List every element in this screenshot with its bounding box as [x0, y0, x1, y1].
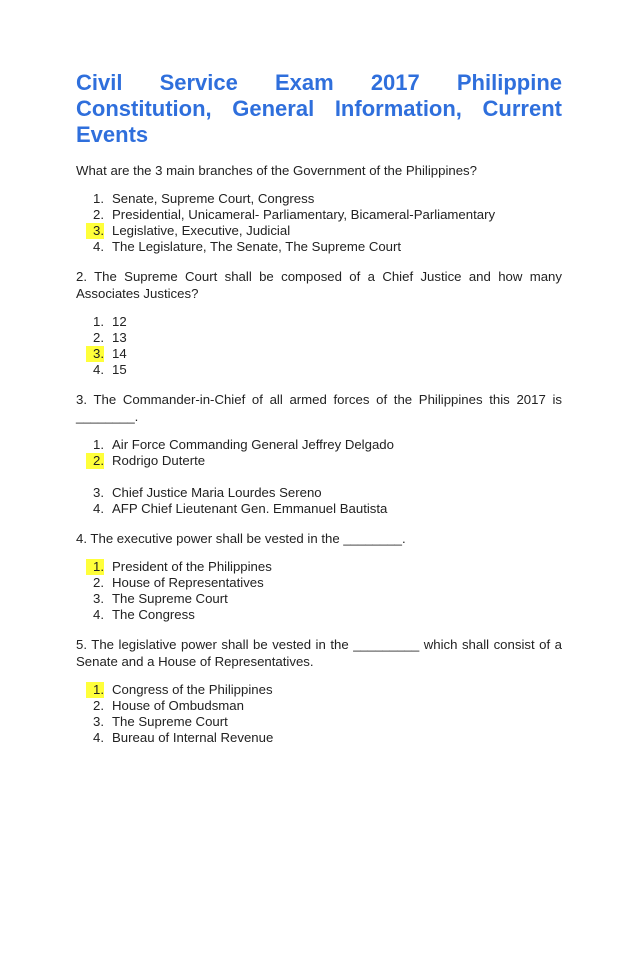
answer-number: 3. [93, 714, 104, 729]
answer-text: Senate, Supreme Court, Congress [112, 191, 315, 206]
answer-option [76, 191, 562, 207]
highlighted-answer-number: 1. [86, 682, 104, 698]
answer-option [76, 714, 562, 730]
question-text: 3. The Commander-in-Chief of all armed forces of the Philippines this 2017 is ________. [76, 392, 562, 424]
question-text: 4. The executive power shall be vested in the ________. [76, 531, 406, 546]
answer-option [76, 437, 562, 453]
question-text: 2. The Supreme Court shall be composed of a Chief Justice and how many Associates Justices? [76, 269, 562, 301]
answer-text: Presidential, Unicameral- Parliamentary, Bicameral-Parliamentary [112, 207, 496, 222]
document-title: Civil Service Exam 2017 Philippine Constitution, General Information, Current Events [76, 70, 562, 147]
answer-number: 2. [93, 575, 104, 590]
answer-option [76, 501, 562, 517]
answer-number: 2. [93, 207, 104, 222]
answer-number: 3. [93, 485, 104, 500]
answer-option [76, 559, 562, 575]
answer-option [76, 223, 562, 239]
answer-option [76, 346, 562, 362]
answer-text: AFP Chief Lieutenant Gen. Emmanuel Bautista [112, 501, 388, 516]
answer-number: 3. [93, 591, 104, 606]
answer-number: 1. [93, 191, 104, 206]
answer-number: 2. [93, 330, 104, 345]
highlighted-answer-number: 3. [86, 223, 104, 239]
answer-number: 1. [93, 314, 104, 329]
answer-option [76, 453, 562, 469]
answer-text: House of Representatives [112, 575, 264, 590]
answer-text: 15 [112, 362, 127, 377]
highlighted-answer-number: 2. [86, 453, 104, 469]
answer-text: 12 [112, 314, 127, 329]
answer-option [76, 330, 562, 346]
answer-option [76, 575, 562, 591]
answer-option [76, 698, 562, 714]
answer-number: 4. [93, 362, 104, 377]
document-page [76, 70, 562, 759]
answer-text: Congress of the Philippines [112, 682, 273, 697]
answer-text: The Supreme Court [112, 714, 228, 729]
question-text: 5. The legislative power shall be vested in the _________ which shall consist of a Senate and a House of Representatives. [76, 637, 562, 669]
question-text: What are the 3 main branches of the Government of the Philippines? [76, 163, 477, 178]
answer-options [76, 314, 562, 378]
answer-option [76, 314, 562, 330]
answer-text: Bureau of Internal Revenue [112, 730, 274, 745]
answer-options [76, 682, 562, 746]
answer-options [76, 191, 562, 255]
answer-number: 2. [93, 698, 104, 713]
answer-option [76, 239, 562, 255]
answer-text: 13 [112, 330, 127, 345]
answer-text: President of the Philippines [112, 559, 272, 574]
answer-number: 4. [93, 239, 104, 254]
highlighted-answer-number: 3. [86, 346, 104, 362]
answer-option [76, 362, 562, 378]
answer-text: The Supreme Court [112, 591, 228, 606]
answer-option [76, 591, 562, 607]
answer-text: The Legislature, The Senate, The Supreme Court [112, 239, 402, 254]
answer-number: 4. [93, 730, 104, 745]
answer-number: 4. [93, 501, 104, 516]
question-list [76, 162, 562, 746]
highlighted-answer-number: 1. [86, 559, 104, 575]
answer-option [76, 207, 562, 223]
answer-number: 1. [93, 437, 104, 452]
answer-text: Air Force Commanding General Jeffrey Delgado [112, 437, 394, 452]
answer-option [76, 485, 562, 501]
answer-options [76, 437, 562, 517]
answer-option [76, 682, 562, 698]
answer-text: Rodrigo Duterte [112, 453, 206, 468]
answer-text: The Congress [112, 607, 195, 622]
answer-text: Chief Justice Maria Lourdes Sereno [112, 485, 322, 500]
answer-option [76, 607, 562, 623]
answer-text: House of Ombudsman [112, 698, 244, 713]
answer-number: 4. [93, 607, 104, 622]
answer-text: Legislative, Executive, Judicial [112, 223, 291, 238]
answer-text: 14 [112, 346, 127, 361]
answer-option [76, 730, 562, 746]
answer-options [76, 559, 562, 623]
